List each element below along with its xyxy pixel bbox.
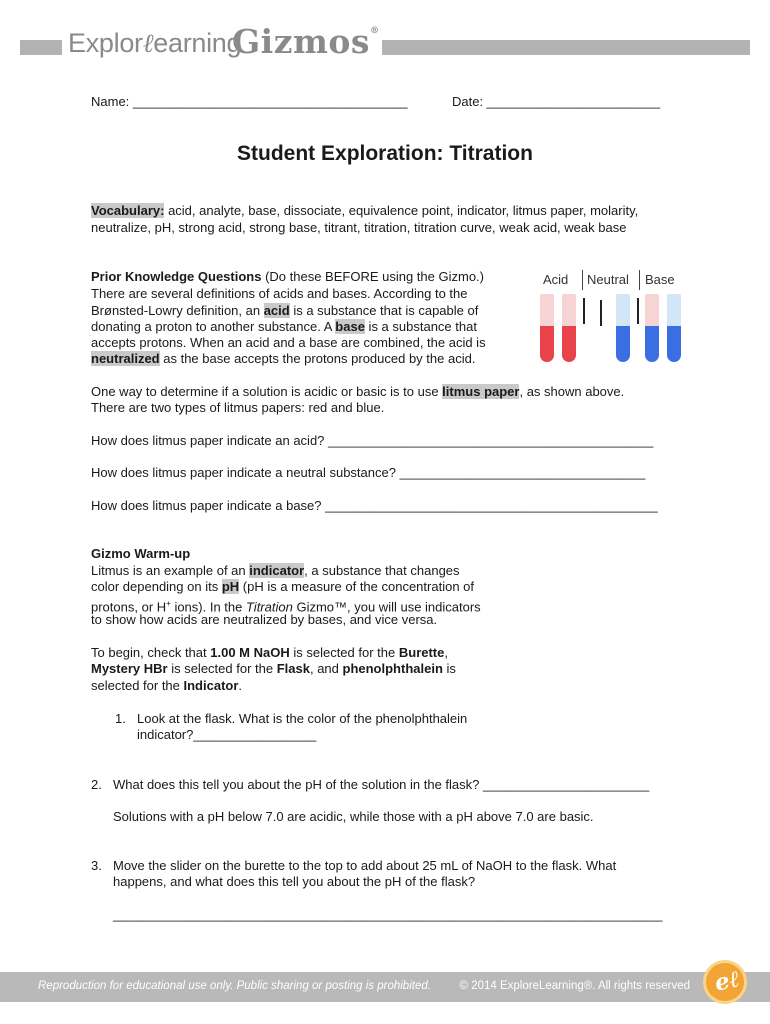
litmus-l1a: One way to determine if a solution is acidic or basic is to use (91, 384, 443, 399)
name-field[interactable]: Name: ______________________________________ (91, 94, 408, 109)
question-litmus-base[interactable]: How does litmus paper indicate a base? ______________________________________________ (91, 498, 658, 513)
tubes-label-neutral: Neutral (587, 272, 629, 287)
warmup-l1c: , a substance that changes (304, 563, 460, 578)
warmup-b2b: is selected for the (167, 661, 277, 676)
question-3-answer[interactable]: ____________________________________________________________________________ (113, 907, 663, 922)
warmup-b2a: Mystery HBr (91, 661, 168, 676)
litmus-line-1 (91, 383, 691, 400)
term-indicator: indicator (249, 563, 305, 578)
warmup-b1a: To begin, check that (91, 645, 211, 660)
vocabulary-text-1: acid, analyte, base, dissociate, equivalence point, indicator, litmus paper, molarity, (164, 203, 639, 218)
litmus-strip (637, 298, 639, 324)
warmup-line-2 (91, 578, 691, 595)
warmup-b1d: Burette (398, 645, 445, 660)
question-1-line-1: Look at the flask. What is the color of the phenolphthalein (137, 711, 468, 726)
brand-text-2: ℓ (142, 29, 154, 59)
warmup-begin-line-3 (91, 677, 691, 694)
question-1-answer[interactable]: indicator?_________________ (137, 727, 317, 742)
footer-disclaimer: Reproduction for educational use only. Public sharing or posting is prohibited. (38, 980, 431, 992)
warmup-b2c: Flask (276, 661, 310, 676)
tube-neutral-blue-litmus (616, 294, 630, 362)
warmup-l3a: protons, or H (91, 599, 167, 615)
warmup-b2d: , and (309, 661, 343, 676)
litmus-strip (600, 300, 602, 326)
logo-text: eℓ (712, 965, 742, 997)
page-header (0, 22, 770, 72)
warmup-l2a: color depending on its (91, 579, 222, 594)
warmup-b3b: Indicator (183, 678, 239, 693)
tubes-separator (639, 270, 640, 290)
litmus-l1c: , as shown above. (519, 384, 625, 399)
vocabulary-line-1 (91, 202, 691, 219)
tube-acid-blue-litmus (562, 294, 576, 362)
question-3-line-1: Move the slider on the burette to the top to add about 25 mL of NaOH to the flask. What (113, 858, 617, 873)
question-2-answer[interactable]: What does this tell you about the pH of the solution in the flask? _______________________ (113, 777, 650, 792)
page-title: Student Exploration: Titration (237, 142, 533, 165)
warmup-superscript: + (166, 599, 171, 608)
brand-logo (68, 28, 241, 59)
header-bar-left (20, 40, 62, 55)
question-litmus-acid[interactable]: How does litmus paper indicate an acid? _____________________________________________ (91, 433, 654, 448)
warmup-b3c: . (238, 678, 243, 693)
warmup-b2e: phenolphthalein (342, 661, 443, 676)
brand-text-3: earning (153, 28, 242, 58)
header-bar-right (382, 40, 750, 55)
term-neutralized: neutralized (91, 351, 160, 366)
prior-l3a: Brønsted-Lowry definition, an (91, 303, 264, 318)
warmup-l3c: Titration (245, 599, 293, 615)
tubes-label-acid: Acid (543, 272, 569, 287)
term-litmus-paper: litmus paper (442, 384, 520, 399)
warmup-l1a: Litmus is an example of an (91, 563, 250, 578)
term-acid: acid (263, 303, 290, 318)
warmup-b1b: 1.00 M NaOH (210, 645, 290, 660)
litmus-strip (583, 298, 585, 324)
product-name: Gizmos (232, 22, 370, 61)
tube-acid-red-litmus (540, 294, 554, 362)
vocabulary-label: Vocabulary: (91, 203, 165, 218)
tube-base-blue-litmus (667, 294, 681, 362)
prior-line-2: There are several definitions of acids and bases. According to the (91, 286, 468, 301)
warmup-l2c: (pH is a measure of the concentration of (239, 579, 475, 594)
prior-line-5: accepts protons. When an acid and a base are combined, the acid is (91, 335, 486, 350)
litmus-line-2: There are two types of litmus papers: red and blue. (91, 400, 385, 415)
prior-heading-rest: (Do these BEFORE using the Gizmo.) (261, 269, 484, 284)
term-base: base (335, 319, 365, 334)
warmup-b2f: is (442, 661, 456, 676)
page-footer (0, 972, 770, 1002)
vocabulary-line-2: neutralize, pH, strong acid, strong base, titrant, titration, titration curve, weak acid, weak base (91, 220, 627, 235)
prior-l3c: is a substance that is capable of (289, 303, 479, 318)
date-field[interactable]: Date: ________________________ (452, 94, 661, 109)
warmup-b1e: , (444, 645, 448, 660)
tubes-separator (582, 270, 583, 290)
product-logo (232, 22, 379, 61)
tube-base-red-litmus (645, 294, 659, 362)
term-ph: pH (221, 579, 240, 594)
question-2-note: Solutions with a pH below 7.0 are acidic, while those with a pH above 7.0 are basic. (113, 809, 594, 824)
litmus-test-tubes-figure (537, 270, 687, 366)
prior-l6b: as the base accepts the protons produced by the acid. (159, 351, 476, 366)
prior-l4a: donating a proton to another substance. A (91, 319, 336, 334)
question-3-number: 3. (91, 858, 102, 873)
prior-l4c: is a substance that (364, 319, 477, 334)
warmup-heading: Gizmo Warm-up (91, 546, 191, 561)
question-litmus-neutral[interactable]: How does litmus paper indicate a neutral substance? __________________________________ (91, 465, 646, 480)
warmup-b3a: selected for the (91, 678, 184, 693)
brand-text-1: Explor (68, 28, 143, 58)
warmup-begin-line-2 (91, 660, 691, 677)
prior-heading-bold: Prior Knowledge Questions (91, 269, 262, 284)
footer-copyright: © 2014 ExploreLearning®. All rights reserved (459, 980, 690, 992)
question-2-number: 2. (91, 777, 102, 792)
question-1-number: 1. (115, 711, 126, 726)
warmup-line-1 (91, 562, 691, 579)
warmup-l3d: Gizmo™, you will use indicators (292, 599, 481, 615)
warmup-b1c: is selected for the (289, 645, 399, 660)
question-3-line-2: happens, and what does this tell you about the pH of the flask? (113, 874, 476, 889)
warmup-line-4: to show how acids are neutralized by bases, and vice versa. (91, 612, 438, 627)
tubes-label-base: Base (645, 272, 675, 287)
product-mark: ® (369, 26, 380, 36)
warmup-begin-line-1 (91, 644, 691, 661)
warmup-l3b: ions). In the (170, 599, 246, 615)
